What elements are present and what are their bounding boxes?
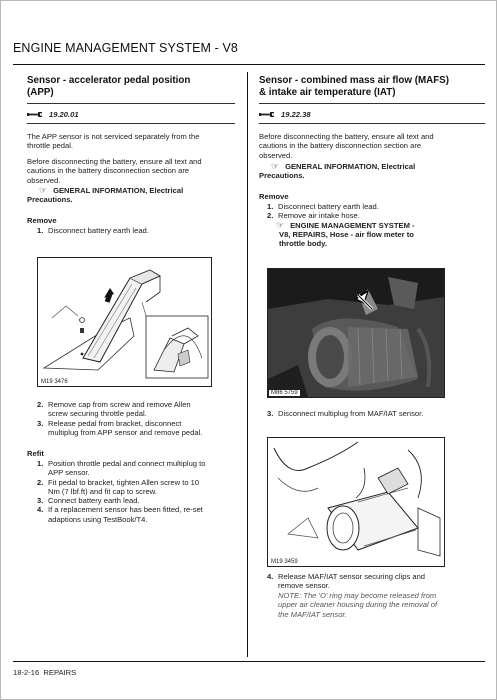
list-item: 2. Remove cap from screw and remove Allen screw securing throttle pedal. [37, 400, 191, 419]
left-refit-steps [37, 459, 227, 524]
list-item: 2. Remove air intake hose. [267, 211, 360, 221]
right-xref-electrical[interactable]: ☞ GENERAL INFORMATION, Electrical [271, 161, 416, 171]
mafs-photo-drawing [268, 269, 444, 397]
right-step-3 [267, 409, 463, 418]
right-caution-text: Before disconnecting the battery, ensure all text and cautions in the battery disconnection section are observed. [259, 132, 434, 160]
figure-label: M19 3476 [41, 379, 68, 385]
wrench-icon [27, 111, 43, 118]
left-remove-step [37, 226, 237, 235]
right-section-title: Sensor - combined mass air flow (MAFS) & intake air temperature (IAT) [259, 75, 449, 98]
footer-section: REPAIRS [43, 668, 77, 677]
right-title-rule [259, 103, 485, 104]
left-intro-text: The APP sensor is not serviced separately from the throttle pedal. [27, 132, 200, 151]
right-remove-steps [267, 202, 467, 221]
pointing-hand-icon: ☞ [271, 161, 280, 171]
mafs-sensor-drawing [268, 438, 444, 566]
list-item: 3. Release pedal from bracket, disconnect multiplug from APP sensor and remove pedal. [37, 418, 203, 437]
pointing-hand-icon: ☞ [39, 185, 48, 195]
right-ref-rule [259, 123, 485, 124]
left-ref-rule [27, 123, 235, 124]
right-remove-heading: Remove [259, 192, 289, 201]
list-item: 3. Connect battery earth lead. [37, 496, 140, 506]
figure-mafs-sensor [267, 437, 445, 567]
left-title-rule [27, 103, 235, 104]
right-repair-code: 19.22.38 [259, 110, 311, 119]
header-rule [13, 64, 485, 65]
pointing-hand-icon: ☞ [276, 220, 285, 230]
list-item: 4. If a replacement sensor has been fitted, re-set adaptions using TestBook/T4. [37, 505, 203, 524]
figure-label: M19 3459 [271, 559, 298, 565]
right-step-4 [267, 572, 463, 591]
column-divider [247, 72, 248, 657]
list-item: 1. Disconnect battery earth lead. [37, 226, 149, 235]
figure-throttle-pedal [37, 257, 212, 387]
right-note: NOTE: The 'O' ring may become released from upper air cleaner housing during the removal of the MAF/IAT sensor. [278, 591, 438, 619]
left-xref-electrical[interactable]: ☞ GENERAL INFORMATION, Electrical [39, 185, 184, 195]
list-item: 1. Position throttle pedal and connect multiplug to APP sensor. [37, 459, 206, 478]
left-refit-heading: Refit [27, 449, 44, 458]
left-remove-heading: Remove [27, 216, 57, 225]
throttle-pedal-drawing [38, 258, 211, 386]
list-item: 2. Fit pedal to bracket, tighten Allen screw to 10 Nm (7 lbf.ft) and fit cap to screw. [37, 477, 200, 496]
list-item: 1. Disconnect battery earth lead. [267, 202, 379, 211]
right-xref-hose-cont: V8, REPAIRS, Hose - air flow meter to throttle body. [279, 230, 414, 249]
right-xref-hose[interactable]: ☞ ENGINE MANAGEMENT SYSTEM - [276, 220, 415, 230]
figure-mafs-photo [267, 268, 445, 398]
list-item: 3. Disconnect multiplug from MAF/IAT sensor. [267, 409, 424, 418]
left-xref-electrical-cont: Precautions. [27, 195, 73, 204]
wrench-icon [259, 111, 275, 118]
page-number: 18-2-16 [13, 668, 40, 677]
figure-label: M86 5759 [271, 390, 298, 396]
left-section-title: Sensor - accelerator pedal position (APP) [27, 75, 191, 98]
left-repair-code: 19.20.01 [27, 110, 79, 119]
page-footer [13, 668, 76, 677]
left-caution-text: Before disconnecting the battery, ensure all text and cautions in the battery disconnection section are observed. [27, 157, 202, 185]
right-xref-electrical-cont: Precautions. [259, 171, 305, 180]
page-header-title: ENGINE MANAGEMENT SYSTEM - V8 [13, 41, 238, 55]
left-removal-steps [37, 400, 227, 437]
list-item: 4. Release MAF/IAT sensor securing clips and remove sensor. [267, 572, 426, 591]
footer-rule [13, 661, 485, 662]
